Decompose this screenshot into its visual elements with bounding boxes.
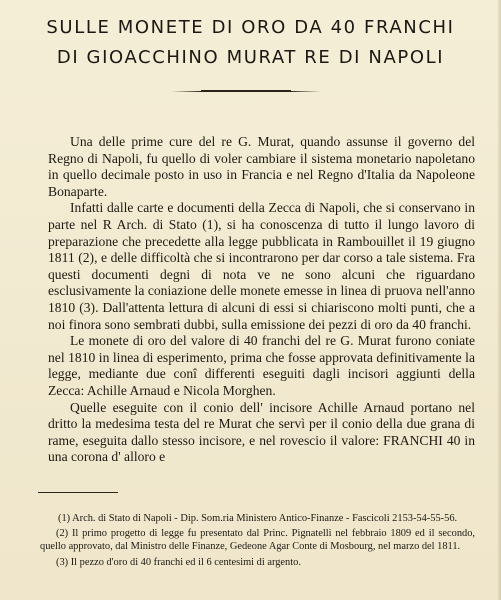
footnote-2: (2) Il primo progetto di legge fu presentato dal Princ. Pignatelli nel febbraio 1809 ed il secondo, quello approvato, dal Ministro delle Finanze, Gedeone Agar Conte di Mosbourg, nel marzo del 1811.	[40, 528, 475, 553]
divider-left-taper	[171, 91, 201, 92]
footnote-separator	[38, 492, 118, 493]
paragraph-1: Una delle prime cure del re G. Murat, quando assunse il governo del Regno di Napoli, fu quello di voler cambiare il sistema monetario napoletano in quello decimale posto in uso in Francia e nel Regno d'Italia da Napoleone Bonaparte.	[48, 134, 475, 199]
title-line-2: DI GIOACCHINO MURAT RE DI NAPOLI	[56, 47, 445, 68]
footnotes	[40, 512, 475, 571]
footnote-1: (1) Arch. di Stato di Napoli - Dip. Som.ria Ministero Antico-Finanze - Fascicoli 2153-54-55-56.	[58, 513, 458, 524]
title-divider	[171, 89, 321, 93]
divider-right-taper	[291, 91, 321, 92]
paragraph-3: Le monete di oro del valore di 40 franchi del re G. Murat furono coniate nel 1810 in linea di esperimento, prima che fosse approvata definitivamente la legge, mediante due conî differenti eseguiti dagli incisori aggiunti della Zecca: Achille Arnaud e Nicola Morghen.	[48, 333, 475, 398]
page-edge-shadow	[497, 0, 501, 600]
divider-center	[201, 90, 291, 92]
paragraph-2: Infatti dalle carte e documenti della Zecca di Napoli, che si conservano in parte nel R Arch. di Stato (1), si ha conoscenza di tutto il lungo lavoro di preparazione che precedette alla legge pubblicata in Rambouillet il 19 giugno 1811 (2), e delle difficoltà che si incontrarono per dar corso a tale sistema. Fra questi documenti degni di nota ve ne sono alcuni che riguardano esclusivamente la coniazione delle monete emesse in linea di pruova nell'anno 1810 (3). Dall'attenta lettura di alcuni di essi si chiariscono molti punti, che a noi finora sono sembrati dubbi, sulla emissione dei pezzi di oro da 40 franchi.	[48, 200, 475, 332]
paragraph-4: Quelle eseguite con il conio dell' incisore Achille Arnaud portano nel dritto la medesima testa del re Murat che servì per il conio della due grana di rame, eseguita dallo stesso incisore, e nel rovescio il valore: FRANCHI 40 in una corona d' alloro e	[48, 399, 475, 465]
footnote-3: (3) Il pezzo d'oro di 40 franchi ed il 6 centesimi di argento.	[56, 556, 301, 568]
article-body	[48, 134, 475, 466]
title-line-1: SULLE MONETE DI ORO DA 40 FRANCHI	[46, 17, 455, 38]
